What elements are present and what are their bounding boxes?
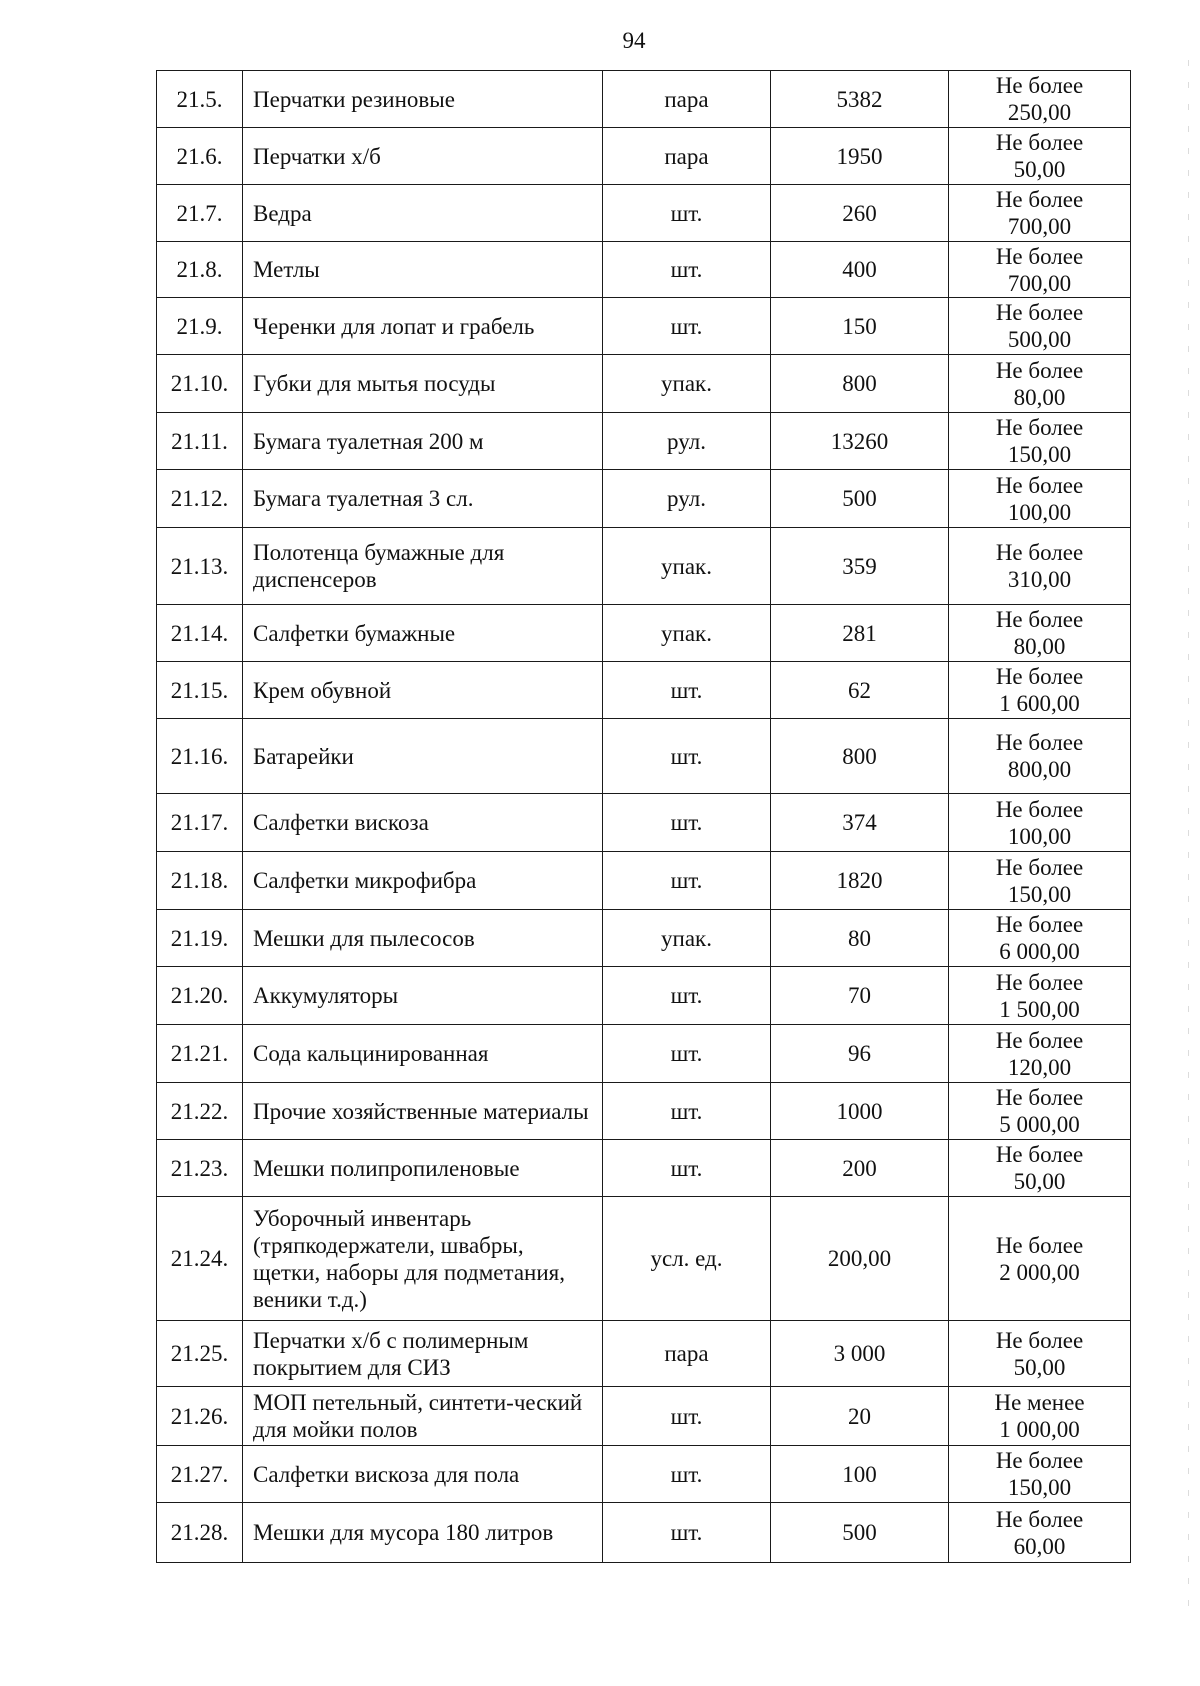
- item-unit: шт.: [603, 1083, 771, 1140]
- item-name: Полотенца бумажные для диспенсеров: [243, 528, 603, 605]
- price-limit: Не более: [995, 1327, 1084, 1353]
- item-number: 21.24.: [157, 1197, 243, 1321]
- table-row: [157, 242, 1131, 298]
- table-row: [157, 1503, 1131, 1563]
- price-limit: Не более: [995, 1027, 1084, 1053]
- price-value: 310,00: [1007, 567, 1072, 592]
- item-quantity: 800: [771, 719, 949, 794]
- price-value: 100,00: [1007, 823, 1072, 849]
- item-name: Крем обувной: [243, 662, 603, 719]
- item-price: [949, 662, 1131, 719]
- item-price: [949, 1140, 1131, 1197]
- price-limit: Не более: [995, 969, 1084, 995]
- item-number: 21.23.: [157, 1140, 243, 1197]
- item-price: [949, 1503, 1131, 1563]
- price-value: 700,00: [1007, 270, 1072, 296]
- price-limit: Не более: [995, 664, 1084, 689]
- item-number: 21.8.: [157, 242, 243, 298]
- item-quantity: 500: [771, 470, 949, 528]
- price-limit: Не более: [995, 357, 1084, 383]
- price-value: 60,00: [1013, 1533, 1066, 1559]
- price-value: 5 000,00: [999, 1112, 1080, 1137]
- price-limit: Не более: [995, 243, 1084, 269]
- item-unit: шт.: [603, 794, 771, 852]
- price-limit: Не более: [995, 415, 1084, 440]
- price-value: 80,00: [1013, 384, 1066, 410]
- item-unit: упак.: [603, 910, 771, 967]
- item-price: [949, 967, 1131, 1025]
- page-number: 94: [622, 28, 646, 53]
- price-value: 50,00: [1013, 157, 1066, 182]
- table-row: [157, 185, 1131, 242]
- item-number: 21.18.: [157, 852, 243, 910]
- item-unit: упак.: [603, 605, 771, 662]
- table-row: [157, 528, 1131, 605]
- item-name: Салфетки вискоза: [243, 794, 603, 852]
- price-limit: Не более: [995, 130, 1084, 155]
- table-row: [157, 71, 1131, 128]
- item-quantity: 359: [771, 528, 949, 605]
- item-price: [949, 528, 1131, 605]
- item-unit: шт.: [603, 1446, 771, 1503]
- item-price: [949, 1025, 1131, 1083]
- item-name: Прочие хозяйственные материалы: [243, 1083, 603, 1140]
- item-quantity: 100: [771, 1446, 949, 1503]
- table-row: [157, 719, 1131, 794]
- item-price: [949, 470, 1131, 528]
- item-quantity: 400: [771, 242, 949, 298]
- price-value: 2 000,00: [999, 1259, 1080, 1285]
- item-name: МОП петельный, синтети-ческий для мойки полов: [243, 1387, 603, 1446]
- item-unit: шт.: [603, 242, 771, 298]
- price-value: 700,00: [1007, 214, 1072, 239]
- item-price: [949, 1446, 1131, 1503]
- table-row: [157, 910, 1131, 967]
- item-price: [949, 185, 1131, 242]
- item-number: 21.19.: [157, 910, 243, 967]
- item-unit: рул.: [603, 413, 771, 470]
- item-price: [949, 910, 1131, 967]
- price-limit: Не более: [995, 730, 1084, 755]
- item-price: [949, 71, 1131, 128]
- table-row: [157, 1083, 1131, 1140]
- price-limit: Не более: [995, 540, 1084, 565]
- item-unit: упак.: [603, 528, 771, 605]
- price-value: 1 600,00: [999, 691, 1080, 716]
- item-unit: шт.: [603, 185, 771, 242]
- price-limit: Не более: [995, 1232, 1084, 1258]
- price-limit: Не более: [995, 854, 1084, 880]
- item-price: [949, 413, 1131, 470]
- item-quantity: 70: [771, 967, 949, 1025]
- item-quantity: 260: [771, 185, 949, 242]
- item-name: Мешки для мусора 180 литров: [243, 1503, 603, 1563]
- price-limit: Не менее: [994, 1390, 1085, 1415]
- price-limit: Не более: [995, 187, 1084, 212]
- item-name: Салфетки бумажные: [243, 605, 603, 662]
- table-row: [157, 662, 1131, 719]
- item-unit: шт.: [603, 967, 771, 1025]
- price-value: 6 000,00: [999, 939, 1080, 964]
- price-limit: Не более: [995, 300, 1084, 325]
- price-value: 150,00: [1007, 442, 1072, 467]
- price-limit: Не более: [995, 796, 1084, 822]
- item-quantity: 281: [771, 605, 949, 662]
- item-price: [949, 719, 1131, 794]
- item-name: Сода кальцинированная: [243, 1025, 603, 1083]
- item-quantity: 200: [771, 1140, 949, 1197]
- item-name: Ведра: [243, 185, 603, 242]
- item-unit: шт.: [603, 298, 771, 355]
- item-unit: шт.: [603, 1140, 771, 1197]
- item-name: Бумага туалетная 200 м: [243, 413, 603, 470]
- item-price: [949, 242, 1131, 298]
- item-quantity: 500: [771, 1503, 949, 1563]
- item-number: 21.11.: [157, 413, 243, 470]
- item-quantity: 1950: [771, 128, 949, 185]
- item-quantity: 80: [771, 910, 949, 967]
- item-name: Перчатки резиновые: [243, 71, 603, 128]
- item-price: [949, 1321, 1131, 1387]
- table-row: [157, 852, 1131, 910]
- table-row: [157, 1446, 1131, 1503]
- price-limit: Не более: [995, 607, 1084, 632]
- item-unit: пара: [603, 1321, 771, 1387]
- item-quantity: 374: [771, 794, 949, 852]
- item-price: [949, 794, 1131, 852]
- item-price: [949, 355, 1131, 413]
- item-unit: шт.: [603, 852, 771, 910]
- price-value: 800,00: [1007, 757, 1072, 782]
- item-number: 21.17.: [157, 794, 243, 852]
- table-row: [157, 298, 1131, 355]
- item-price: [949, 1387, 1131, 1446]
- price-value: 500,00: [1007, 327, 1072, 352]
- item-quantity: 13260: [771, 413, 949, 470]
- price-value: 1 500,00: [999, 996, 1080, 1022]
- table-row: [157, 355, 1131, 413]
- item-number: 21.10.: [157, 355, 243, 413]
- item-number: 21.16.: [157, 719, 243, 794]
- item-number: 21.15.: [157, 662, 243, 719]
- item-name: Метлы: [243, 242, 603, 298]
- table-row: [157, 967, 1131, 1025]
- item-unit: шт.: [603, 1387, 771, 1446]
- item-number: 21.6.: [157, 128, 243, 185]
- item-number: 21.20.: [157, 967, 243, 1025]
- price-value: 150,00: [1007, 1475, 1072, 1500]
- item-unit: рул.: [603, 470, 771, 528]
- item-quantity: 1000: [771, 1083, 949, 1140]
- item-price: [949, 1083, 1131, 1140]
- item-price: [949, 298, 1131, 355]
- item-unit: пара: [603, 71, 771, 128]
- item-number: 21.21.: [157, 1025, 243, 1083]
- item-quantity: 20: [771, 1387, 949, 1446]
- table-row: [157, 128, 1131, 185]
- table-row: [157, 470, 1131, 528]
- item-number: 21.28.: [157, 1503, 243, 1563]
- item-price: [949, 605, 1131, 662]
- item-number: 21.25.: [157, 1321, 243, 1387]
- item-name: Салфетки вискоза для пола: [243, 1446, 603, 1503]
- item-name: Мешки полипропиленовые: [243, 1140, 603, 1197]
- item-unit: шт.: [603, 1025, 771, 1083]
- item-number: 21.22.: [157, 1083, 243, 1140]
- items-table: [156, 70, 1131, 1563]
- item-price: [949, 128, 1131, 185]
- item-number: 21.7.: [157, 185, 243, 242]
- price-value: 150,00: [1007, 881, 1072, 907]
- item-name: Бумага туалетная 3 сл.: [243, 470, 603, 528]
- item-price: [949, 852, 1131, 910]
- table-row: [157, 1140, 1131, 1197]
- item-name: Салфетки микрофибра: [243, 852, 603, 910]
- item-name: Черенки для лопат и грабель: [243, 298, 603, 355]
- table-row: [157, 1025, 1131, 1083]
- price-value: 50,00: [1013, 1354, 1066, 1380]
- price-limit: Не более: [995, 1142, 1084, 1167]
- table-row: [157, 794, 1131, 852]
- item-number: 21.9.: [157, 298, 243, 355]
- price-value: 120,00: [1007, 1054, 1072, 1080]
- price-value: 80,00: [1013, 634, 1066, 659]
- item-number: 21.5.: [157, 71, 243, 128]
- price-value: 100,00: [1007, 499, 1072, 525]
- table-row: [157, 605, 1131, 662]
- price-value: 50,00: [1013, 1169, 1066, 1194]
- table-row: [157, 1321, 1131, 1387]
- price-limit: Не более: [995, 73, 1084, 98]
- item-quantity: 1820: [771, 852, 949, 910]
- item-unit: шт.: [603, 1503, 771, 1563]
- price-limit: Не более: [995, 1506, 1084, 1532]
- item-quantity: 3 000: [771, 1321, 949, 1387]
- item-name: Губки для мытья посуды: [243, 355, 603, 413]
- item-quantity: 62: [771, 662, 949, 719]
- item-number: 21.12.: [157, 470, 243, 528]
- item-name: Уборочный инвентарь (тряпкодержатели, швабры, щетки, наборы для подметания, веники т.д.): [243, 1197, 603, 1321]
- item-quantity: 96: [771, 1025, 949, 1083]
- item-quantity: 150: [771, 298, 949, 355]
- item-quantity: 200,00: [771, 1197, 949, 1321]
- item-unit: шт.: [603, 719, 771, 794]
- table-row: [157, 413, 1131, 470]
- item-quantity: 800: [771, 355, 949, 413]
- price-limit: Не более: [995, 472, 1084, 498]
- table-row: [157, 1387, 1131, 1446]
- item-name: Мешки для пылесосов: [243, 910, 603, 967]
- item-name: Перчатки х/б: [243, 128, 603, 185]
- price-limit: Не более: [995, 1448, 1084, 1473]
- price-limit: Не более: [995, 1085, 1084, 1110]
- price-limit: Не более: [995, 912, 1084, 937]
- item-number: 21.27.: [157, 1446, 243, 1503]
- item-unit: шт.: [603, 662, 771, 719]
- item-name: Аккумуляторы: [243, 967, 603, 1025]
- item-unit: упак.: [603, 355, 771, 413]
- item-number: 21.26.: [157, 1387, 243, 1446]
- item-unit: усл. ед.: [603, 1197, 771, 1321]
- item-number: 21.13.: [157, 528, 243, 605]
- table-row: [157, 1197, 1131, 1321]
- scan-edge-mark: [1188, 60, 1189, 1620]
- item-name: Батарейки: [243, 719, 603, 794]
- price-value: 250,00: [1007, 100, 1072, 125]
- item-name: Перчатки х/б с полимерным покрытием для СИЗ: [243, 1321, 603, 1387]
- item-price: [949, 1197, 1131, 1321]
- price-value: 1 000,00: [999, 1417, 1080, 1442]
- item-unit: пара: [603, 128, 771, 185]
- item-quantity: 5382: [771, 71, 949, 128]
- item-number: 21.14.: [157, 605, 243, 662]
